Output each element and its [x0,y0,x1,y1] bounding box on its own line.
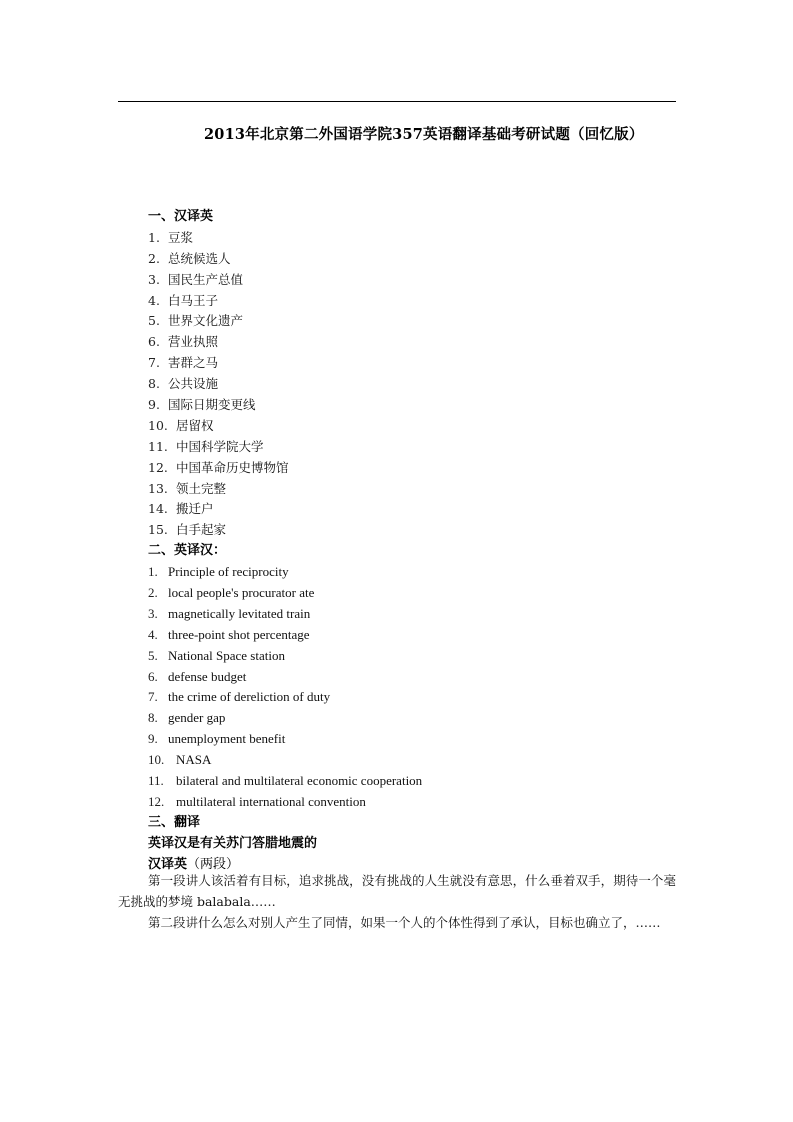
list-item: 11. 中国科学院大学 [148,438,264,454]
list-item: 4. three-point shot percentage [148,626,310,642]
list-item: 3. magnetically levitated train [148,605,311,621]
list-item: 11. bilateral and multilateral economic cooperation [148,773,423,789]
document-body [148,207,678,876]
list-item: 13. 领土完整 [148,480,227,496]
section-heading-en-to-zh: 二、英译汉： [148,543,227,559]
subheading-en-to-zh: 英译汉是有关苏门答腊地震的 [148,835,318,851]
section-heading-translation: 三、翻译 [148,814,201,830]
paragraph-1: 第一段讲人该活着有目标，追求挑战，没有挑战的人生就没有意思，什么垂着双手，期待一个毫无挑战的梦境 balabala…… [118,873,676,909]
list-item: 6. 营业执照 [148,334,219,350]
list-item: 5. National Space station [148,647,285,663]
list-item: 12. 中国革命历史博物馆 [148,459,289,475]
list-item: 8. 公共设施 [148,376,219,392]
list-item: 1. Principle of reciprocity [148,564,289,580]
list-item: 2. local people's procurator ate [148,585,315,601]
list-item: 6. defense budget [148,668,247,684]
document-title: 2013年北京第二外国语学院357英语翻译基础考研试题（回忆版） [204,126,644,143]
list-item: 8. gender gap [148,710,226,726]
list-item: 15. 白手起家 [148,522,227,538]
list-item: 5. 世界文化遗产 [148,313,244,329]
list-item: 7. the crime of dereliction of duty [148,689,331,705]
section-heading-zh-to-en: 一、汉译英 [148,209,214,224]
list-item: 10. NASA [148,752,212,768]
list-item: 3. 国民生产总值 [148,271,244,287]
paragraph-2: 第二段讲什么怎么对别人产生了同情，如果一个人的个体性得到了承认，目标也确立了，…… [148,915,661,930]
subheading-zh-to-en: 汉译英（两段） [148,856,240,872]
list-item: 4. 白马王子 [148,292,219,308]
list-item: 7. 害群之马 [148,355,219,371]
list-item: 10. 居留权 [148,417,214,433]
list-item: 1. 豆浆 [148,229,194,245]
header-rule [118,101,676,102]
list-item: 9. 国际日期变更线 [148,397,256,413]
list-item: 2. 总统候选人 [148,250,231,266]
list-item: 14. 搬迁户 [148,501,214,517]
subheading-note: （两段） [187,856,240,872]
list-item: 12. multilateral international convention [148,793,366,809]
list-item: 9. unemployment benefit [148,731,286,747]
